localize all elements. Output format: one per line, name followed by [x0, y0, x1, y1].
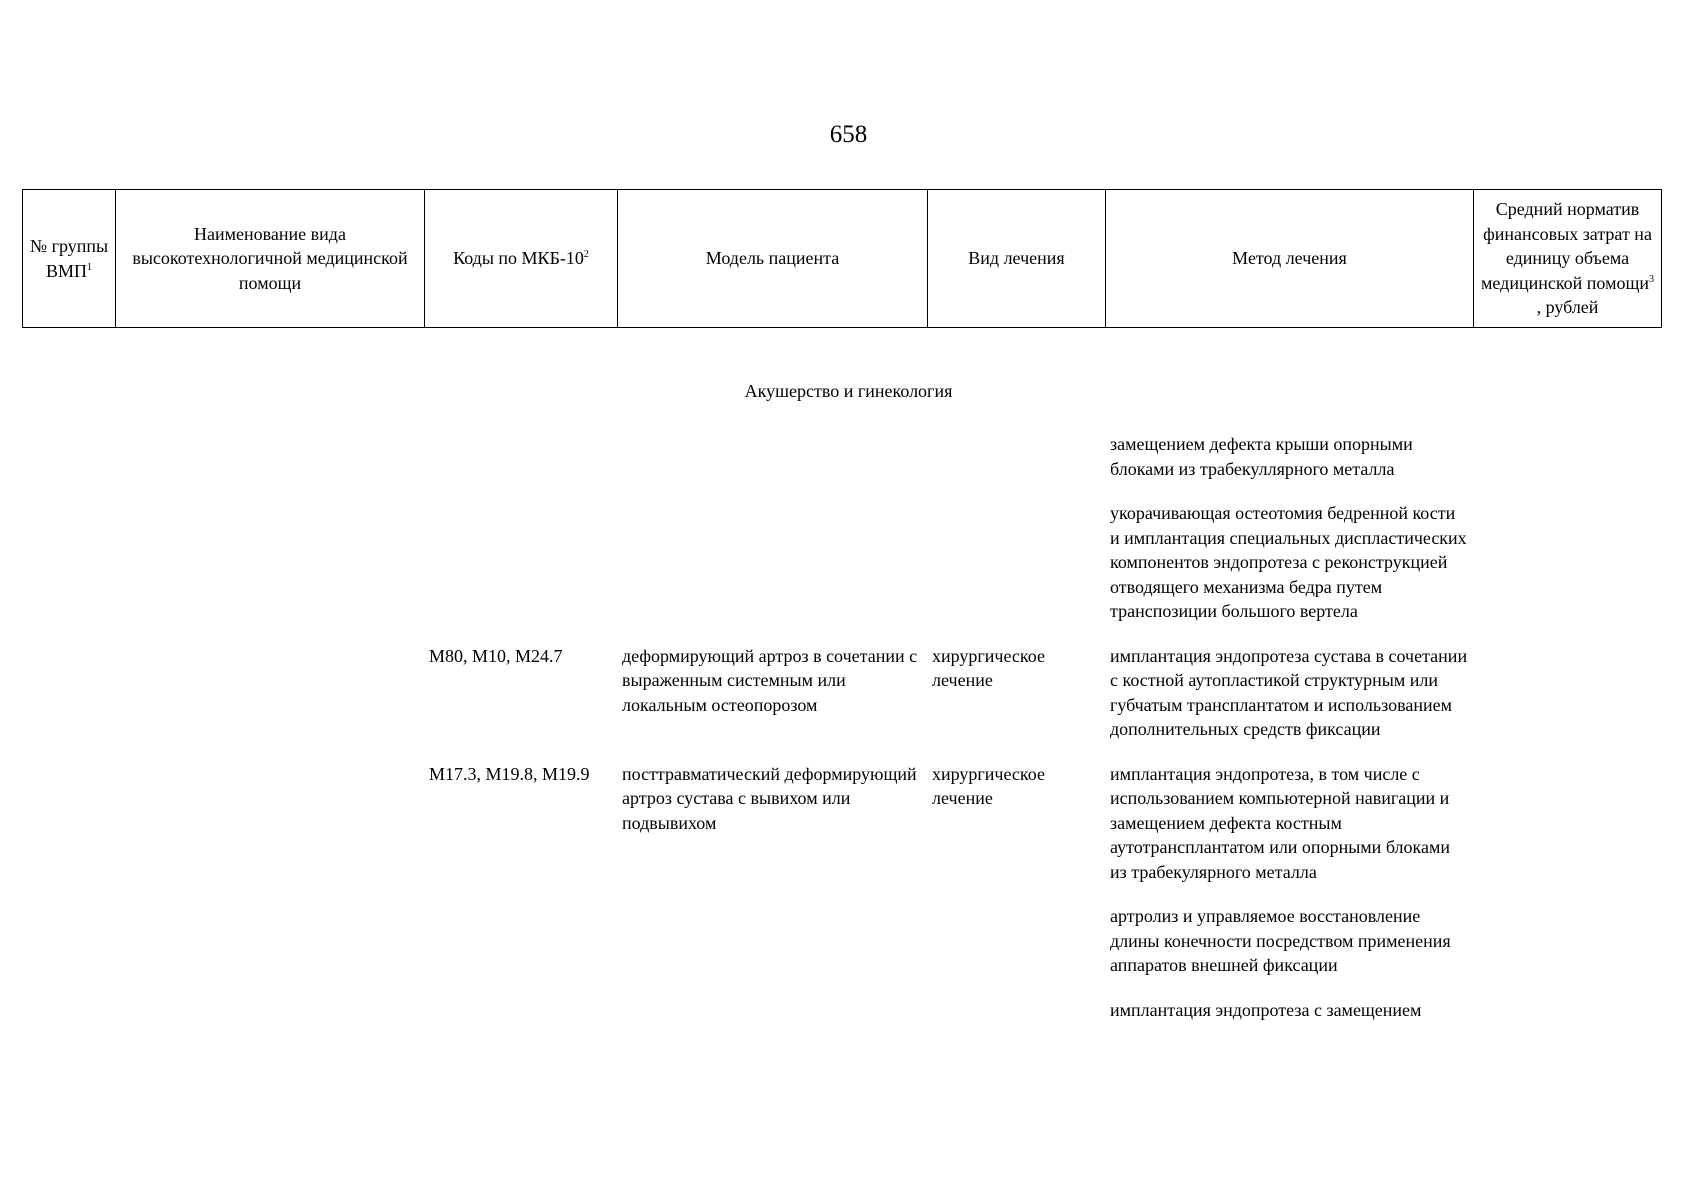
header-group-number: № группы ВМП$^1$ — [23, 190, 116, 328]
cell-care-name — [115, 501, 424, 644]
header-row — [23, 190, 1662, 328]
table-row — [22, 501, 1661, 644]
cell-treatment-type: хирургическое лечение — [932, 763, 1045, 808]
cell-patient-model: деформирующий артроз в сочетании с выраженным системным или локальным остеопорозом — [622, 645, 918, 715]
cell-treatment-method: имплантация эндопротеза с замещением — [1110, 999, 1422, 1020]
table-row — [22, 904, 1661, 998]
cell-care-name — [115, 432, 424, 501]
table-row — [22, 762, 1661, 905]
cell-group-number — [22, 904, 115, 998]
header-treatment-method: Метод лечения — [1106, 190, 1474, 328]
header-treatment-type: Вид лечения — [928, 190, 1106, 328]
cell-group-number — [22, 762, 115, 905]
cell-care-name — [115, 644, 424, 762]
cell-group-number — [22, 432, 115, 501]
cell-average-cost — [1473, 904, 1661, 998]
cell-treatment-method: укорачивающая остеотомия бедренной кости и имплантация специальных диспластических компонентов эндопротеза с реконструкцией отводящего механизма бедра путем транспозиции большого вертела — [1110, 503, 1467, 621]
cell-icd-codes — [424, 501, 617, 644]
cell-treatment-type — [927, 998, 1105, 1023]
cell-average-cost — [1473, 998, 1661, 1023]
cell-care-name — [115, 904, 424, 998]
header-average-cost: Средний норматив финансовых затрат на единицу объема медицинской помощи$^3$ , рублей — [1474, 190, 1662, 328]
table-row — [22, 998, 1661, 1023]
cell-group-number — [22, 644, 115, 762]
cell-treatment-method: имплантация эндопротеза сустава в сочетании с костной аутопластикой структурным или губчатым трансплантатом и использованием дополнительных средств фиксации — [1110, 645, 1468, 739]
cell-icd-codes: M80, M10, M24.7 — [429, 645, 563, 666]
cell-average-cost — [1473, 762, 1661, 905]
page-number: 658 — [829, 121, 868, 148]
header-care-name: Наименование вида высокотехнологичной медицинской помощи — [116, 190, 425, 328]
cell-care-name — [115, 762, 424, 905]
cell-patient-model — [617, 432, 927, 501]
cell-treatment-method: имплантация эндопротеза, в том числе с использованием компьютерной навигации и замещением дефекта костным аутотрансплантатом или опорными блоками из трабекулярного металла — [1110, 763, 1450, 882]
cell-treatment-type — [927, 501, 1105, 644]
cell-treatment-method: артролиз и управляемое восстановление длины конечности посредством применения аппаратов внешней фиксации — [1110, 906, 1451, 975]
cell-icd-codes — [424, 904, 617, 998]
header-patient-model: Модель пациента — [618, 190, 928, 328]
table-row — [22, 644, 1661, 762]
cell-icd-codes: M17.3, M19.8, M19.9 — [429, 763, 590, 784]
table-row — [22, 432, 1661, 501]
cell-treatment-type — [927, 904, 1105, 998]
cell-treatment-method: замещением дефекта крыши опорными блоками из трабекуллярного металла — [1110, 434, 1413, 479]
table-body — [22, 432, 1661, 1022]
cell-average-cost — [1473, 432, 1661, 501]
cell-care-name — [115, 998, 424, 1023]
cell-patient-model: посттравматический деформирующий артроз сустава с вывихом или подвывихом — [622, 763, 917, 833]
cell-treatment-type — [927, 432, 1105, 501]
cell-group-number — [22, 501, 115, 644]
cell-average-cost — [1473, 644, 1661, 762]
cell-icd-codes — [424, 432, 617, 501]
cell-treatment-type: хирургическое лечение — [932, 645, 1045, 690]
cell-patient-model — [617, 501, 927, 644]
cell-average-cost — [1473, 501, 1661, 644]
cell-patient-model — [617, 998, 927, 1023]
section-title: Акушерство и гинекология — [744, 381, 953, 401]
cell-icd-codes — [424, 998, 617, 1023]
table-header — [22, 189, 1662, 328]
header-icd-codes: Коды по МКБ-$10^2$ — [425, 190, 618, 328]
cell-patient-model — [617, 904, 927, 998]
cell-group-number — [22, 998, 115, 1023]
